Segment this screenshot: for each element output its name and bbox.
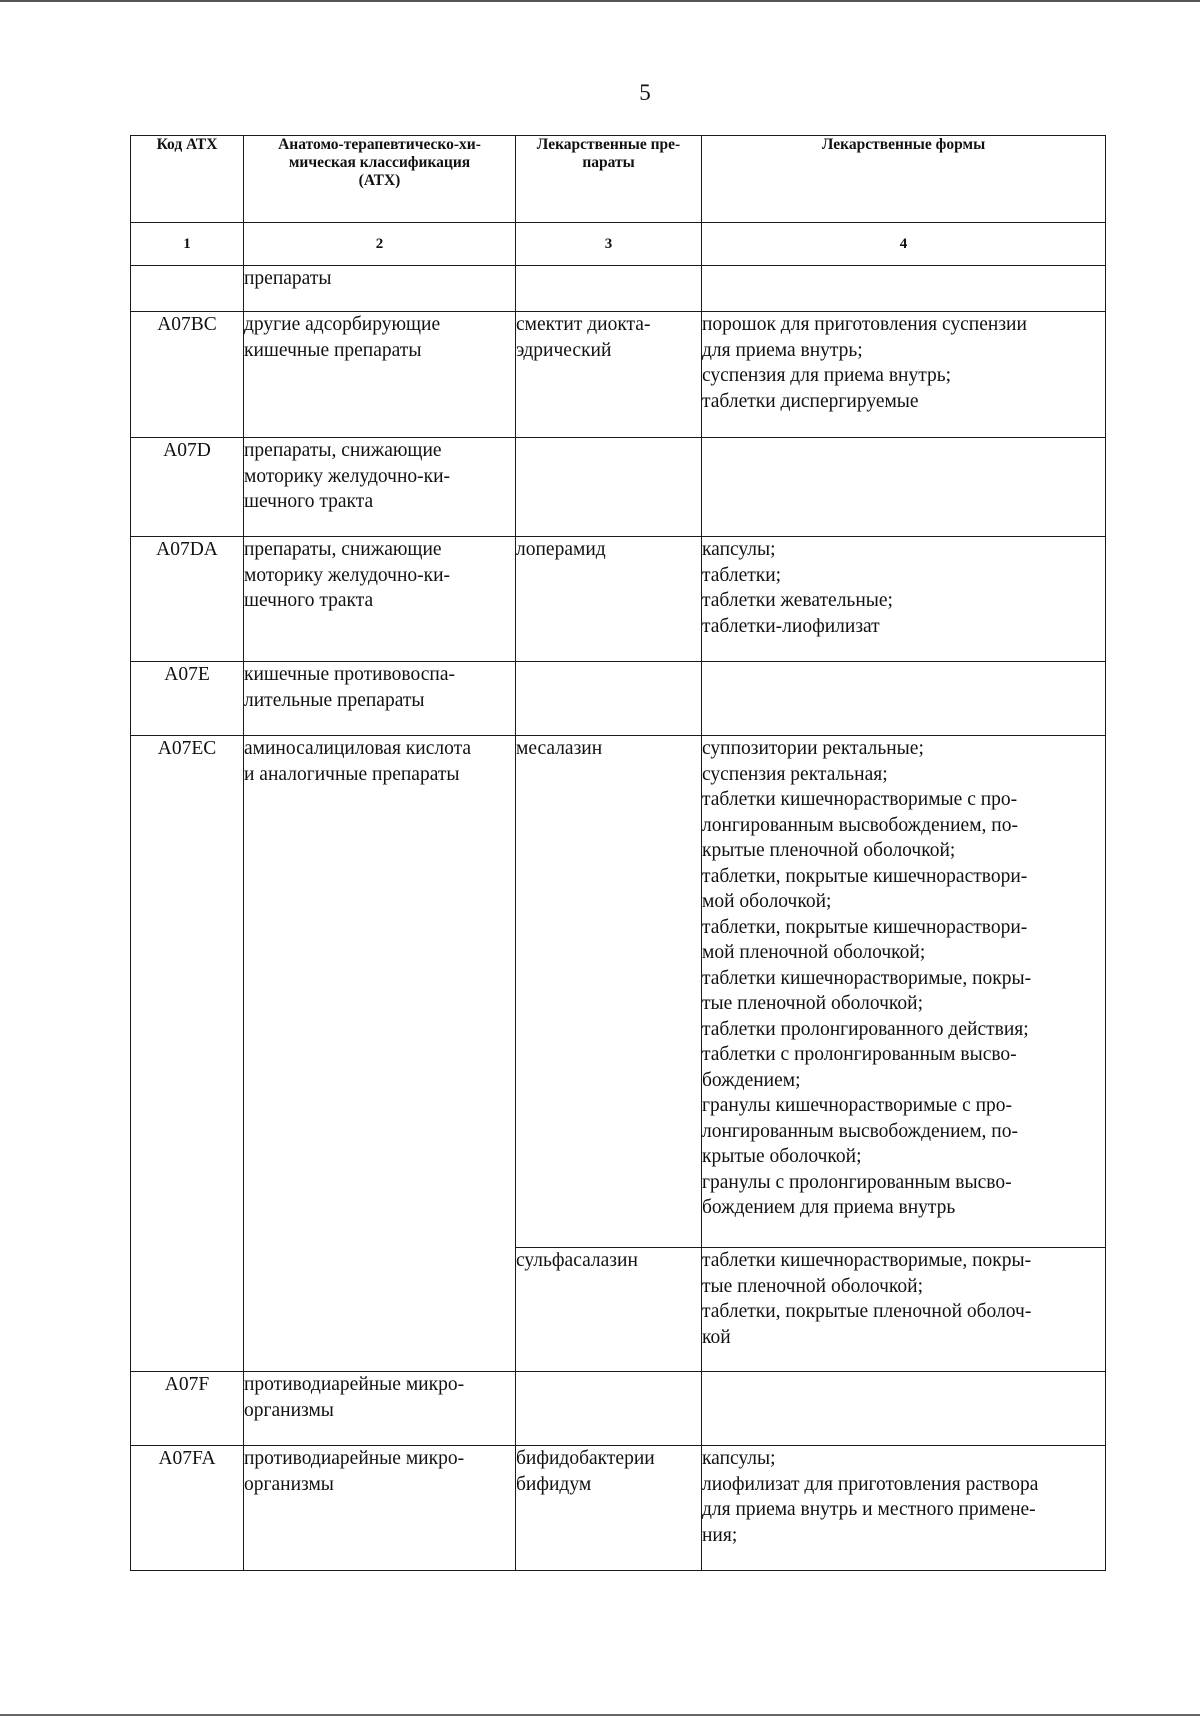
drug-cell xyxy=(516,266,702,312)
drug-cell: бифидобактерии бифидум xyxy=(516,1446,702,1571)
table-row xyxy=(131,438,1106,537)
table-row xyxy=(131,266,1106,312)
header-atx-code: Код АТХ xyxy=(131,136,244,223)
column-number: 3 xyxy=(516,223,702,266)
page-number: 5 xyxy=(639,80,651,105)
atx-code-cell: A07EC xyxy=(131,736,244,1372)
dosage-forms-cell: капсулы; лиофилизат для приготовления раствора для приема внутрь и местного примене- ния; xyxy=(702,1446,1106,1571)
dosage-forms-cell: порошок для приготовления суспензии для приема внутрь; суспензия для приема внутрь; таблетки диспергируемые xyxy=(702,312,1106,438)
table-row xyxy=(131,312,1106,438)
scan-edge-bottom xyxy=(0,1714,1200,1716)
atx-code-cell: A07F xyxy=(131,1372,244,1446)
drug-cell xyxy=(516,438,702,537)
column-number: 2 xyxy=(244,223,516,266)
classification-cell: противодиарейные микро- организмы xyxy=(244,1372,516,1446)
classification-cell: аминосалициловая кислота и аналогичные препараты xyxy=(244,736,516,1372)
column-number-row xyxy=(131,223,1106,266)
classification-cell: кишечные противовоспа- лительные препараты xyxy=(244,662,516,736)
classification-cell: препараты xyxy=(244,266,516,312)
atx-code-cell: A07D xyxy=(131,438,244,537)
drug-cell: месалазин xyxy=(516,736,702,1248)
drug-cell: лоперамид xyxy=(516,537,702,662)
header-dosage-forms: Лекарственные формы xyxy=(702,136,1106,223)
atx-code-cell: A07DA xyxy=(131,537,244,662)
atx-code-cell: A07FA xyxy=(131,1446,244,1571)
dosage-forms-cell: капсулы; таблетки; таблетки жевательные; таблетки-лиофилизат xyxy=(702,537,1106,662)
dosage-forms-cell xyxy=(702,662,1106,736)
dosage-forms-cell: суппозитории ректальные; суспензия ректальная; таблетки кишечнорастворимые с про- лонгированным высвобождением, по- крытые пленочной оболочкой; таблетки, покрытые кишечнораствори- мой оболочкой; таблетки, покрытые кишечнораствори- мой пленочной оболочкой; таблетки кишечнорастворимые, покры- тые пленочной оболочкой; таблетки пролонгированного действия; таблетки с пролонгированным высво- бождением; гранулы кишечнорастворимые с про- лонгированным высвобождением, по- крытые оболочкой; гранулы с пролонгированным высво- бождением для приема внутрь xyxy=(702,736,1106,1248)
table-row xyxy=(131,736,1106,1248)
dosage-forms-cell xyxy=(702,266,1106,312)
table-header-row xyxy=(131,136,1106,223)
atx-code-cell xyxy=(131,266,244,312)
table-row xyxy=(131,1446,1106,1571)
drug-cell: сульфасалазин xyxy=(516,1248,702,1372)
atx-drug-table xyxy=(130,135,1106,1571)
header-atx-classification: Анатомо-терапевтическо-хи- мическая классификация (АТХ) xyxy=(244,136,516,223)
dosage-forms-cell xyxy=(702,1372,1106,1446)
drug-cell: смектит диокта- эдрический xyxy=(516,312,702,438)
table-row xyxy=(131,537,1106,662)
classification-cell: другие адсорбирующие кишечные препараты xyxy=(244,312,516,438)
dosage-forms-cell xyxy=(702,438,1106,537)
table-row xyxy=(131,1372,1106,1446)
scan-edge-top xyxy=(0,0,1200,2)
classification-cell: противодиарейные микро- организмы xyxy=(244,1446,516,1571)
drug-cell xyxy=(516,1372,702,1446)
dosage-forms-cell: таблетки кишечнорастворимые, покры- тые пленочной оболочкой; таблетки, покрытые пленочной оболоч- кой xyxy=(702,1248,1106,1372)
column-number: 1 xyxy=(131,223,244,266)
header-drugs: Лекарственные пре- параты xyxy=(516,136,702,223)
atx-code-cell: A07BC xyxy=(131,312,244,438)
table-row xyxy=(131,662,1106,736)
column-number: 4 xyxy=(702,223,1106,266)
atx-code-cell: A07E xyxy=(131,662,244,736)
classification-cell: препараты, снижающие моторику желудочно-ки- шечного тракта xyxy=(244,438,516,537)
drug-cell xyxy=(516,662,702,736)
classification-cell: препараты, снижающие моторику желудочно-ки- шечного тракта xyxy=(244,537,516,662)
